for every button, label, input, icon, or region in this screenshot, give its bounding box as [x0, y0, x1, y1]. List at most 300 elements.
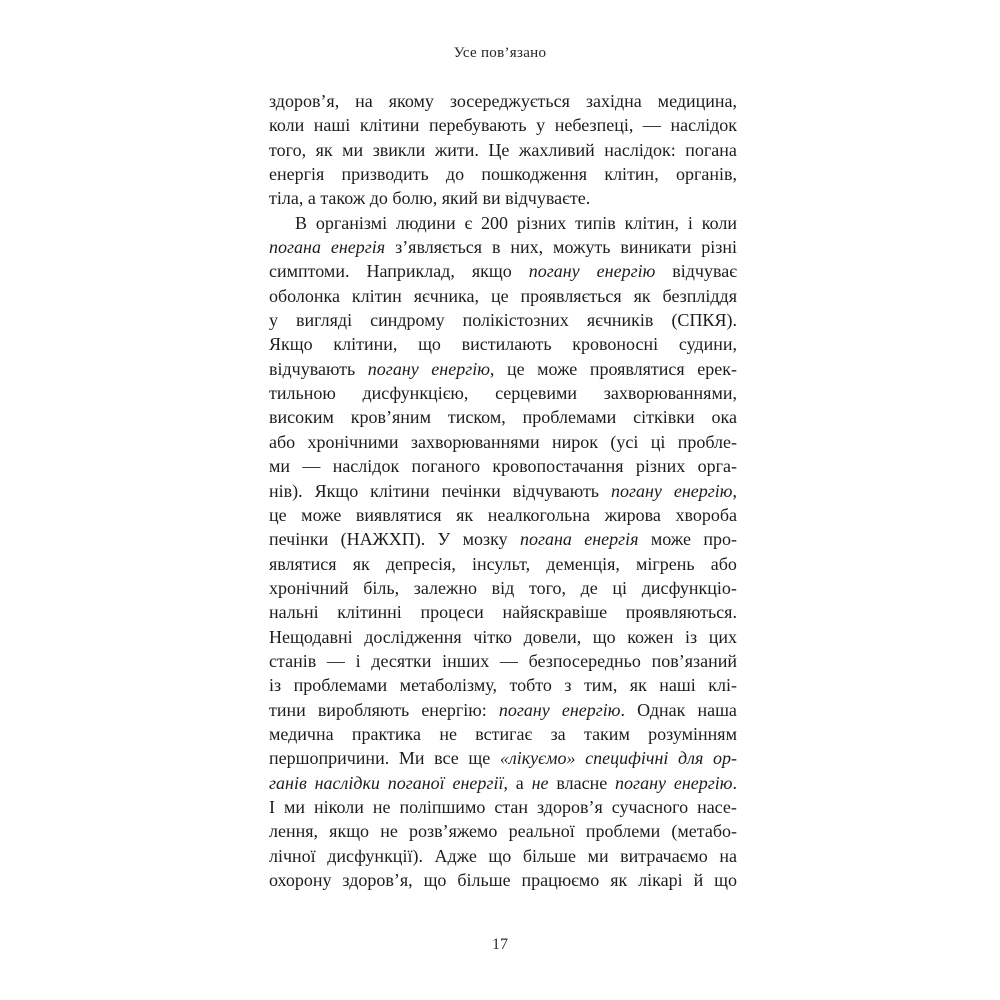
word: [590, 357, 685, 381]
plain-text: Однак: [637, 699, 686, 720]
emphasis-text: поганої: [387, 772, 445, 793]
plain-text: ,: [503, 772, 508, 793]
plain-text: (усі: [610, 431, 639, 452]
word: [269, 381, 336, 405]
plain-text: якому: [388, 91, 434, 111]
word: [586, 89, 642, 113]
plain-text: у: [269, 310, 278, 331]
word: [438, 527, 451, 551]
emphasis-text: наслідки: [314, 772, 380, 793]
text-line: [269, 138, 737, 162]
text-line: [269, 89, 737, 113]
word: [418, 332, 441, 356]
plain-text: дослідження: [364, 626, 462, 647]
word: [679, 332, 737, 356]
word: [529, 649, 641, 673]
word: [555, 113, 634, 137]
plain-text: реальної: [508, 821, 575, 842]
text-line: [269, 722, 737, 746]
word: [435, 138, 479, 162]
plain-text: мозку: [462, 529, 508, 550]
word: [409, 819, 497, 843]
word: [269, 308, 278, 332]
word: [536, 113, 545, 137]
plain-text: проблемами: [522, 407, 617, 428]
plain-text: можуть: [553, 237, 611, 258]
word: [411, 430, 540, 454]
word: [481, 162, 587, 186]
word: [630, 673, 647, 697]
emphasis-text: енергії: [452, 772, 504, 793]
plain-text: що: [418, 334, 441, 355]
plain-text: тіла, а також до болю, який ви відчуваєте.: [269, 188, 591, 209]
text-line: [269, 673, 737, 697]
word: [457, 868, 510, 892]
text-line: [269, 113, 737, 137]
word: [269, 332, 313, 356]
word: [638, 868, 682, 892]
text-line: [269, 259, 737, 283]
word: [605, 503, 661, 527]
word: [610, 430, 638, 454]
text-line: [269, 819, 737, 843]
word: [604, 162, 658, 186]
word: [368, 357, 419, 381]
plain-text: пов’язаний: [651, 650, 737, 671]
plain-text: поганого: [411, 456, 481, 477]
word: [500, 746, 576, 770]
plain-text: —: [326, 650, 345, 671]
plain-text: де: [580, 577, 598, 598]
plain-text: депресія,: [385, 553, 456, 574]
word: [675, 503, 737, 527]
text-line: [269, 576, 737, 600]
word: [612, 795, 688, 819]
word: [429, 113, 527, 137]
word: [529, 576, 566, 600]
word: [634, 284, 651, 308]
plain-text: наслідок: [670, 115, 737, 136]
word: [269, 673, 281, 697]
word: [400, 673, 497, 697]
plain-text: клітини,: [333, 334, 398, 355]
word: [488, 503, 590, 527]
word: [513, 479, 599, 503]
plain-text: проявляється: [520, 285, 622, 306]
plain-text: тини: [269, 699, 306, 720]
plain-text: коли: [269, 115, 305, 136]
emphasis-text: енергію: [673, 480, 733, 501]
emphasis-text: погану: [367, 358, 419, 379]
text-line: [269, 625, 737, 649]
word: [671, 819, 737, 843]
word: [524, 625, 582, 649]
word: [481, 211, 508, 235]
word: [269, 746, 389, 770]
word: [584, 527, 638, 551]
plain-text: різних: [635, 456, 686, 477]
plain-text: як: [456, 504, 474, 525]
word: [492, 235, 501, 259]
word: [399, 795, 485, 819]
text-line: [269, 284, 737, 308]
word: [356, 503, 442, 527]
word: [464, 211, 472, 235]
word: [295, 211, 307, 235]
plain-text: може: [650, 529, 691, 550]
text-line: [269, 211, 737, 235]
word: [510, 235, 543, 259]
word: [523, 844, 576, 868]
plain-text: безпліддя: [662, 285, 737, 306]
text-line: [269, 844, 737, 868]
word: [678, 746, 703, 770]
plain-text: тиском,: [447, 407, 506, 428]
plain-text: сучасного: [611, 796, 689, 817]
plain-text: —: [302, 456, 321, 477]
word: [269, 552, 337, 576]
word: [333, 332, 397, 356]
text-line: [269, 868, 737, 892]
word: [520, 527, 572, 551]
emphasis-text: енергія: [330, 237, 386, 258]
plain-text: —: [642, 115, 661, 136]
plain-text: інсульт,: [472, 553, 531, 574]
word: [651, 527, 691, 551]
word: [676, 162, 737, 186]
plain-text: може: [537, 358, 578, 379]
plain-text: хронічний: [269, 577, 349, 598]
word: [652, 649, 737, 673]
plain-text: призводить: [341, 164, 429, 185]
word: [284, 795, 305, 819]
word: [674, 771, 737, 795]
emphasis-text: енергію: [561, 699, 621, 720]
word: [269, 868, 332, 892]
word: [315, 771, 380, 795]
word: [327, 649, 345, 673]
word: [341, 527, 426, 551]
plain-text: симптоми.: [269, 261, 350, 282]
word: [593, 625, 616, 649]
word: [713, 746, 737, 770]
plain-text: ще: [468, 748, 491, 769]
word: [269, 795, 275, 819]
word: [584, 722, 630, 746]
plain-text: це: [269, 504, 287, 525]
emphasis-text: ор-: [713, 748, 737, 769]
word: [450, 89, 570, 113]
plain-text: ніколи: [314, 796, 364, 817]
plain-text: здоров’я,: [269, 91, 340, 111]
word: [556, 771, 607, 795]
plain-text: В: [295, 212, 308, 233]
word: [301, 503, 341, 527]
plain-text: витрачаємо: [620, 845, 708, 866]
word: [588, 844, 609, 868]
word: [370, 308, 444, 332]
word: [316, 211, 387, 235]
plain-text: наслідок:: [604, 139, 676, 160]
plain-text: ми: [587, 845, 609, 866]
word: [473, 625, 512, 649]
word: [688, 211, 693, 235]
plain-text: вигляді: [296, 310, 353, 331]
emphasis-text: енергію: [596, 261, 656, 282]
word: [495, 381, 577, 405]
word: [269, 576, 349, 600]
emphasis-text: не: [531, 772, 549, 793]
plain-text: високим: [269, 407, 334, 428]
plain-text: цих: [708, 626, 737, 647]
text-line: [269, 454, 737, 478]
plain-text: проблеми: [585, 821, 661, 842]
plain-text: клітини: [370, 480, 430, 501]
body-text-block: [269, 89, 737, 892]
plain-text: Ми: [398, 748, 425, 769]
plain-text: ми: [283, 796, 306, 817]
word: [519, 138, 595, 162]
plain-text: Якщо: [269, 334, 313, 355]
word: [318, 698, 409, 722]
plain-text: .: [732, 772, 737, 793]
word: [453, 771, 508, 795]
text-line: [269, 430, 737, 454]
plain-text: Нещодавні: [269, 626, 353, 647]
plain-text: тильною: [269, 383, 336, 404]
word: [386, 552, 456, 576]
plain-text: захворюваннями,: [603, 383, 737, 404]
word: [370, 479, 430, 503]
running-header: Усе пов’язано: [453, 45, 547, 61]
plain-text: наші: [313, 115, 351, 136]
word: [373, 138, 426, 162]
word: [663, 284, 737, 308]
word: [424, 868, 447, 892]
plain-text: ,: [489, 358, 495, 379]
word: [294, 673, 388, 697]
text-line: [269, 527, 737, 551]
word: [269, 138, 306, 162]
plain-text: на: [355, 91, 373, 111]
plain-text: хронічними: [307, 431, 399, 452]
emphasis-text: енергія: [584, 529, 639, 550]
word: [315, 479, 359, 503]
plain-text: відчувають: [512, 480, 600, 501]
plain-text: енергію:: [421, 699, 487, 720]
plain-text: тим,: [583, 675, 618, 696]
word: [353, 552, 370, 576]
text-line: [269, 308, 737, 332]
plain-text: залежно: [413, 577, 478, 598]
plain-text: більше: [457, 870, 511, 890]
plain-text: про-: [703, 529, 737, 550]
plain-text: проявляються.: [625, 602, 737, 623]
plain-text: відчувають: [269, 358, 356, 379]
word: [499, 698, 550, 722]
plain-text: насе-: [697, 796, 737, 817]
word: [708, 673, 737, 697]
word: [604, 381, 737, 405]
word: [712, 405, 737, 429]
plain-text: серцевими: [495, 383, 578, 404]
word: [562, 698, 625, 722]
word: [439, 722, 457, 746]
plain-text: хвороба: [675, 504, 737, 525]
plain-text: вистилають: [461, 334, 552, 355]
word: [414, 576, 477, 600]
emphasis-text: енергію: [431, 358, 490, 379]
plain-text: з’являється: [395, 237, 483, 258]
plain-text: Це: [488, 139, 510, 160]
word: [516, 771, 524, 795]
plain-text: —: [499, 650, 518, 671]
plain-text: не: [380, 821, 398, 842]
word: [611, 479, 662, 503]
plain-text: судини,: [678, 334, 737, 355]
plain-text: енергія: [269, 164, 325, 185]
text-line: [269, 186, 737, 210]
word: [636, 552, 695, 576]
text-line: [269, 795, 737, 819]
word: [396, 211, 456, 235]
word: [642, 576, 737, 600]
word: [269, 625, 353, 649]
plain-text: медична: [269, 723, 334, 744]
word: [360, 113, 420, 137]
word: [342, 162, 429, 186]
plain-text: лічної: [269, 845, 316, 866]
plain-text: що: [592, 626, 616, 647]
word: [329, 819, 369, 843]
plain-text: метаболізму,: [399, 675, 497, 696]
word: [643, 113, 661, 137]
word: [587, 308, 654, 332]
word: [468, 746, 490, 770]
plain-text: різні: [701, 237, 737, 258]
word: [494, 795, 528, 819]
word: [412, 454, 481, 478]
plain-text: являтися: [269, 553, 337, 574]
plain-text: не: [439, 723, 457, 744]
word: [364, 625, 461, 649]
word: [597, 259, 656, 283]
word: [636, 454, 685, 478]
emphasis-text: специфічні: [585, 748, 669, 769]
word: [269, 357, 355, 381]
word: [351, 405, 431, 429]
plain-text: ми: [342, 139, 364, 160]
word: [517, 211, 566, 235]
plain-text: більше: [522, 845, 577, 866]
plain-text: яєчників: [586, 310, 654, 331]
word: [648, 722, 737, 746]
plain-text: нальні: [269, 602, 319, 623]
word: [701, 235, 737, 259]
word: [488, 844, 511, 868]
plain-text: за: [550, 723, 566, 744]
plain-text: ці: [650, 431, 666, 452]
plain-text: нів).: [269, 480, 303, 501]
plain-text: що: [714, 870, 737, 890]
plain-text: (НАЖХП).: [340, 529, 426, 550]
word: [659, 673, 695, 697]
plain-text: розумінням: [648, 723, 737, 744]
word: [625, 211, 679, 235]
plain-text: таким: [583, 723, 630, 744]
word: [503, 600, 608, 624]
word: [269, 698, 306, 722]
word: [362, 381, 468, 405]
word: [633, 405, 694, 429]
plain-text: проявлятися: [589, 358, 685, 379]
word: [627, 625, 673, 649]
word: [637, 698, 685, 722]
plain-text: ми: [269, 456, 291, 477]
plain-text: здоров’я: [537, 796, 603, 817]
plain-text: охорону: [269, 870, 332, 890]
word: [671, 308, 737, 332]
plain-text: Якщо: [314, 480, 359, 501]
text-line: [269, 600, 737, 624]
word: [626, 600, 737, 624]
plain-text: клітини: [359, 115, 420, 136]
word: [472, 552, 530, 576]
word: [546, 552, 620, 576]
word: [269, 844, 316, 868]
plain-text: практика: [351, 723, 422, 744]
plain-text: виявлятися: [355, 504, 442, 525]
word: [337, 600, 402, 624]
plain-text: жахливий: [518, 139, 595, 160]
plain-text: здоров’я,: [342, 870, 413, 890]
plain-text: все: [434, 748, 459, 769]
plain-text: дисфункціо-: [641, 577, 737, 598]
word: [671, 113, 738, 137]
emphasis-text: енергію: [673, 772, 733, 793]
plain-text: стан: [494, 796, 529, 817]
plain-text: працюємо: [521, 870, 600, 890]
plain-text: власне: [556, 772, 608, 793]
text-line: [269, 503, 737, 527]
word: [373, 795, 391, 819]
plain-text: медицина,: [657, 91, 737, 111]
word: [491, 284, 509, 308]
word: [672, 259, 737, 283]
plain-text: лікарі: [638, 870, 683, 890]
word: [719, 844, 737, 868]
plain-text: кровопостачання: [492, 456, 624, 477]
plain-text: людини: [396, 212, 456, 233]
word: [371, 649, 431, 673]
plain-text: ,: [732, 480, 737, 501]
plain-text: поліпшимо: [399, 796, 486, 817]
word: [269, 503, 287, 527]
emphasis-text: погану: [610, 480, 662, 501]
emphasis-text: погану: [498, 699, 550, 720]
plain-text: що: [423, 870, 447, 890]
word: [355, 89, 373, 113]
word: [442, 649, 489, 673]
word: [529, 259, 580, 283]
plain-text: різних: [516, 212, 567, 233]
plain-text: з: [564, 675, 572, 696]
word: [296, 308, 352, 332]
word: [269, 405, 334, 429]
word: [456, 503, 473, 527]
word: [678, 430, 737, 454]
word: [500, 649, 518, 673]
